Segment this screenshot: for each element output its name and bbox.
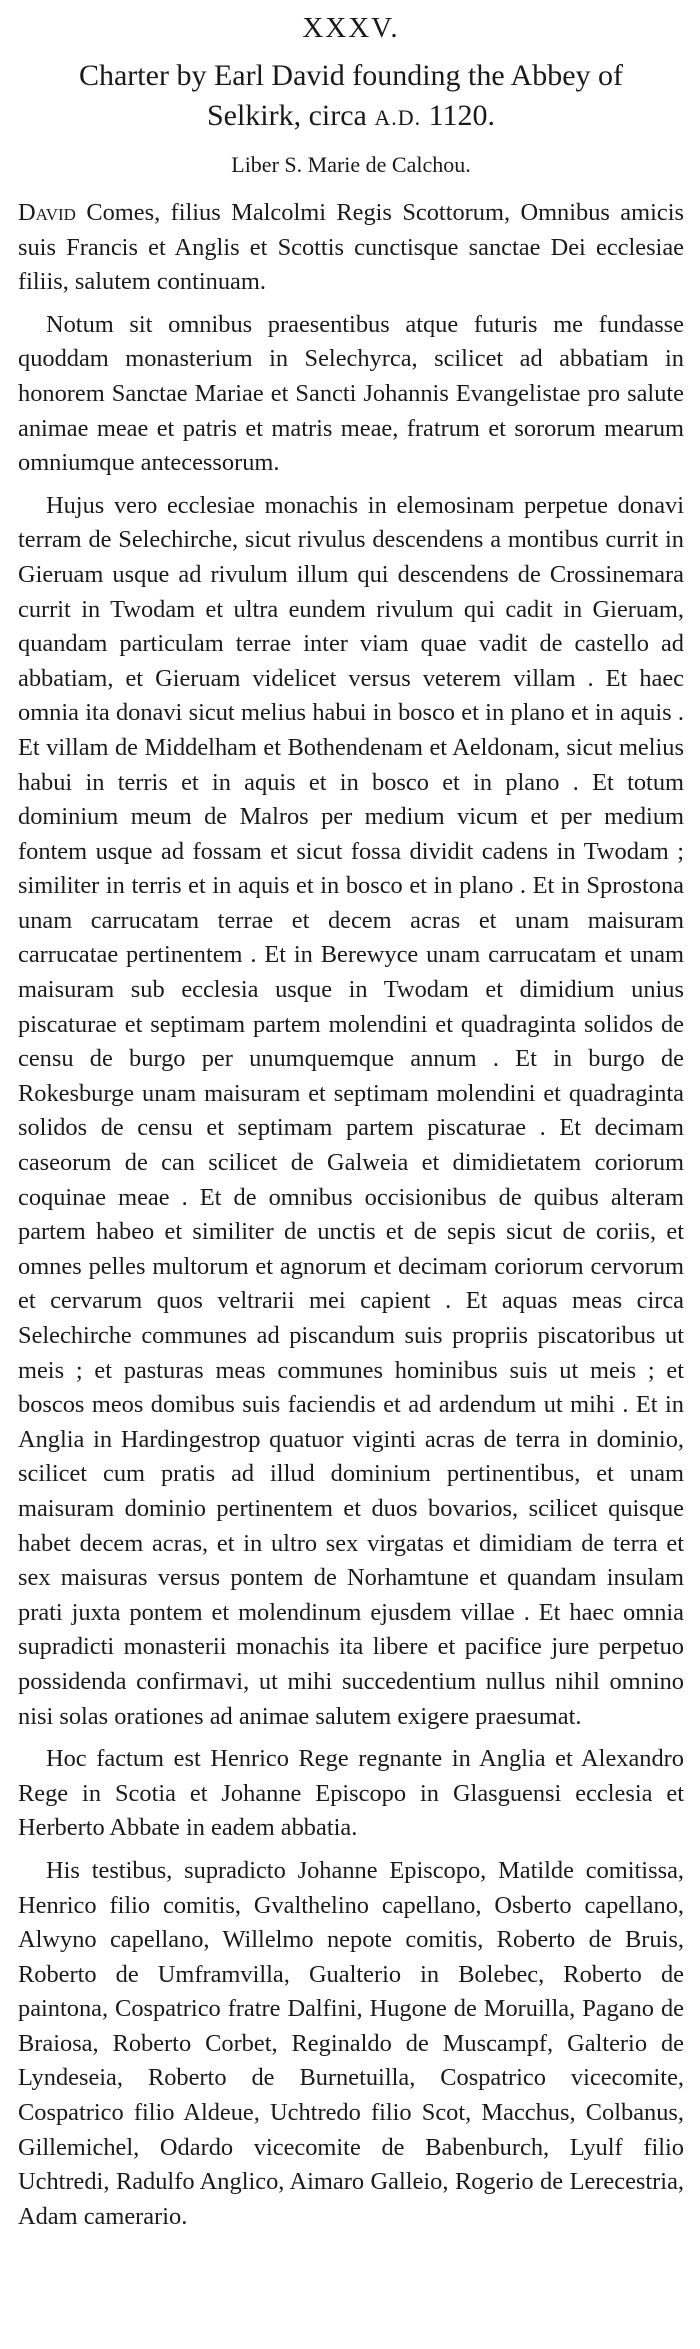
salutation-text: Comes, filius Malcolmi Regis Scottorum, Omnibus amicis suis Francis et Anglis et Scottis cunctisque sanctae Dei ecclesiae filiis, salutem continuam.: [18, 199, 684, 296]
charter-title: [36, 56, 666, 138]
title-text: Charter by Earl David founding the Abbey of Selkirk, circa: [78, 59, 624, 132]
charter-body: [18, 196, 684, 2234]
paragraph-dating: Hoc factum est Henrico Rege regnante in Anglia et Alexandro Rege in Scotia et Johanne Episcopo in Glasguensi ecclesia et Herberto Abbate in eadem abbatia.: [18, 1745, 684, 1842]
paragraph-salutation: [18, 196, 684, 300]
charter-number: XXXV.: [302, 12, 400, 44]
source-citation: Liber S. Marie de Calchou.: [231, 152, 471, 177]
title-era: A.D.: [374, 105, 422, 130]
paragraph-grants: Hujus vero ecclesiae monachis in elemosinam perpetue donavi terram de Selechirche, sicut rivulus descendens a montibus currit in Gieruam usque ad rivulum illum qui descendens de Crossinemara currit in Twodam et ultra eundem rivulum qui cadit in Gieruam, quandam particulam terrae inter viam quae vadit de castello ad abbatiam, et Gieruam videlicet versus veterem villam . Et haec omnia ita donavi sicut melius habui in bosco et in plano et in aquis . Et villam de Middelham et Bothendenam et Aeldonam, sicut melius habui in terris et in aquis et in bosco et in plano . Et totum dominium meum de Malros per medium vicum et per medium fontem usque ad fossam et sicut fossa dividit cadens in Twodam ; similiter in terris et in aquis et in bosco et in plano . Et in Sprostona unam carrucatam terrae et decem acras et unam maisuram carrucatae pertinentem . Et in Berewyce unam carrucatam et unam maisuram sub ecclesia usque in Twodam et dimidium unius piscaturae et septimam partem molendini et quadraginta solidos de censu de burgo per unumquemque annum . Et in burgo de Rokesburge unam maisuram et septimam molendini et quadraginta solidos de censu et septimam partem piscaturae . Et decimam caseorum de can scilicet de Galweia et dimidietatem coriorum coquinae meae . Et de omnibus occisionibus de quibus alteram partem habeo et similiter de unctis et de sepis sicut de coriis, et omnes pelles multorum et agnorum et decimam coriorum cervorum et cervarum quos veltrarii mei capient . Et aquas meas circa Selechirche communes ad piscandum suis propriis piscatoribus ut meis ; et pasturas meas communes hominibus suis ut meis ; et boscos meos domibus suis faciendis et ad ardendum ut mihi . Et in Anglia in Hardingestrop quatuor viginti acras de terra in dominio, scilicet cum pratis ad illud dominium pertinentibus, et unam maisuram dominio pertinentem et duos bovarios, scilicet quisque habet decem acras, et in ultro sex virgatas et dimidiam de terra et sex maisuras versus pontem de Norhamtune et quandam insulam prati juxta pontem et molendinum ejusdem villae . Et haec omnia supradicti monasterii monachis ita libere et pacifice jure perpetuo possidenda confirmavi, ut mihi succedentium nullus nihil omnino nisi solas orationes ad animae salutem exigere praesumat.: [18, 491, 684, 1730]
paragraph-witnesses: His testibus, supradicto Johanne Episcopo, Matilde comitissa, Henrico filio comitis, Gvalthelino capellano, Osberto capellano, Alwyno capellano, Willelmo nepote comitis, Roberto de Bruis, Roberto de Umframvilla, Gualterio in Bolebec, Roberto de paintona, Cospatrico fratre Dalfini, Hugone de Moruilla, Pagano de Braiosa, Roberto Corbet, Reginaldo de Muscampf, Galterio de Lyndeseia, Roberto de Burnetuilla, Cospatrico vicecomite, Cospatrico filio Aldeue, Uchtredo filio Scot, Macchus, Colbanus, Gillemichel, Odardo vicecomite de Babenburch, Lyulf filio Uchtredi, Radulfo Anglico, Aimaro Galleio, Rogerio de Lerecestria, Adam camerario.: [18, 1856, 684, 2230]
paragraph-foundation: Notum sit omnibus praesentibus atque futuris me fundasse quoddam monasterium in Selechyrca, scilicet ad abbatiam in honorem Sanctae Mariae et Sancti Johannis Evangelistae pro salute animae meae et patris et matris meae, fratrum et sororum mearum omniumque antecessorum.: [18, 310, 684, 477]
lead-word: David: [18, 199, 76, 226]
title-year: 1120.: [428, 99, 496, 132]
